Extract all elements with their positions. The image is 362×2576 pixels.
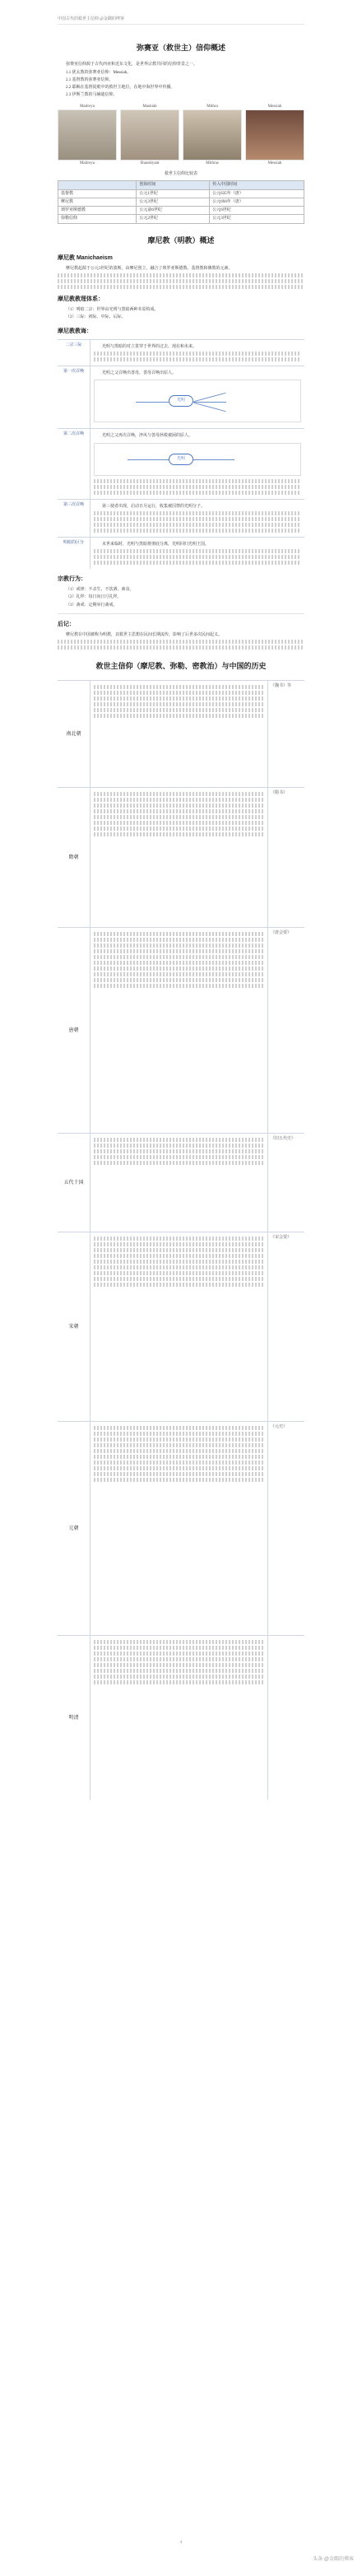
table-header-cell bbox=[58, 181, 137, 189]
dynasty-source: 《旧五代史》 bbox=[271, 1137, 296, 1142]
teaching-text: 光明与黑暗的对立贯穿于世界的过去、现在和未来。 bbox=[102, 344, 197, 349]
table-row bbox=[58, 198, 304, 206]
teaching-row bbox=[58, 366, 304, 428]
dynasty-events bbox=[90, 788, 268, 927]
compare-table bbox=[58, 180, 304, 223]
dynasty-source: 《魏书》等 bbox=[271, 684, 292, 689]
watermark: 头条 @金隅的博客 bbox=[313, 2557, 354, 2562]
image-cell bbox=[245, 104, 304, 167]
mindmap-branch bbox=[193, 402, 226, 403]
image-caption: Mashiah bbox=[142, 104, 157, 109]
dynasty-events bbox=[90, 1636, 268, 1800]
image-caption: Mithra bbox=[207, 104, 218, 109]
dynasty-events bbox=[90, 1134, 268, 1232]
page-number: 4 bbox=[179, 2541, 183, 2545]
dynasty-source: 《隋书》 bbox=[271, 791, 288, 796]
running-header: 中国古代的救世主信仰 @金隅的博客 bbox=[58, 16, 304, 25]
teaching-body bbox=[90, 500, 304, 537]
page-title: 弥赛亚（救世主）信仰概述 bbox=[136, 44, 225, 53]
dynasty-events bbox=[90, 1422, 268, 1635]
section-title: 救世主信仰（摩尼教、弥勒、密教治）与中国的历史 bbox=[95, 662, 267, 671]
mindmap-branch bbox=[193, 459, 234, 460]
teaching-body bbox=[90, 538, 304, 569]
dynasty-source: 《宋会要》 bbox=[271, 1236, 292, 1241]
section-heading: 宗教行为： bbox=[58, 576, 86, 583]
relief-image bbox=[120, 109, 179, 161]
image-subcaption: Shaoshyant bbox=[140, 161, 160, 165]
intro-paragraph: 2.3 伊斯兰教的马赫迪信仰。 bbox=[66, 93, 118, 98]
teaching-body bbox=[90, 429, 304, 498]
teaching-row bbox=[58, 499, 304, 537]
list-item: （2）礼拜：每日向日月礼拜。 bbox=[66, 595, 122, 600]
dynasty-source: 《元史》 bbox=[271, 1425, 288, 1430]
teaching-head: 第二次召唤 bbox=[58, 429, 90, 498]
dynasty-row bbox=[58, 1421, 304, 1635]
section-title: 摩尼教（明教）概述 bbox=[147, 235, 215, 245]
mindmap-branch bbox=[194, 403, 226, 412]
section-heading: 摩尼教 Manichaeism bbox=[58, 254, 113, 261]
table-row bbox=[58, 189, 304, 198]
table-cell: 公元694年（唐） bbox=[210, 198, 304, 206]
list-item: （1）戒律：不杀生、不饮酒、素食。 bbox=[66, 588, 134, 593]
body-paragraph: 摩尼教起源于公元3世纪的波斯，由摩尼创立，融合了琐罗亚斯德教、基督教和佛教的元素。 bbox=[66, 266, 233, 271]
image-cell bbox=[183, 104, 242, 167]
teaching-head: 第三次召唤 bbox=[58, 500, 90, 537]
image-cell bbox=[120, 104, 179, 167]
dynasty-name: 宋朝 bbox=[58, 1232, 90, 1421]
dynasty-name: 隋朝 bbox=[58, 788, 90, 927]
text-block bbox=[58, 273, 304, 289]
text-block bbox=[94, 549, 301, 565]
statue-image bbox=[58, 109, 117, 161]
teaching-text: 第三使者出现，启动日月运行，收集被囚禁的光明分子。 bbox=[102, 504, 206, 509]
image-caption: Maitreya bbox=[79, 104, 95, 109]
mindmap-center-node: 光明 bbox=[169, 454, 193, 465]
dynasty-row bbox=[58, 927, 304, 1133]
intro-paragraph: 弥赛亚信仰源于古代西亚和近东文化，是世界宗教共同的信仰背景之一。 bbox=[66, 63, 198, 68]
dynasty-source bbox=[268, 1636, 304, 1800]
table-cell: 公元3世纪 bbox=[137, 198, 210, 206]
teaching-head: 第一次召唤 bbox=[58, 366, 90, 428]
table-cell: 摩尼教 bbox=[58, 198, 137, 206]
teaching-row bbox=[58, 428, 304, 498]
relief-image bbox=[183, 109, 242, 161]
text-block bbox=[94, 479, 301, 495]
mindmap-center-node: 光明 bbox=[169, 395, 193, 407]
image-caption: Messiah bbox=[267, 104, 282, 109]
dynasty-source: 《唐会要》 bbox=[271, 931, 292, 936]
history-grid bbox=[58, 680, 304, 1800]
dynasty-row bbox=[58, 1232, 304, 1421]
teaching-text: 末世来临时，光明与黑暗将彻底分离，光明回归光明王国。 bbox=[102, 542, 210, 547]
teaching-text: 光明之父再次召唤，净风与善母拯救被困的原人。 bbox=[102, 434, 193, 439]
list-item: （1）明暗二宗：世界由光明与黑暗两种本原构成。 bbox=[66, 308, 159, 313]
table-cell: 公元1世纪 bbox=[137, 189, 210, 198]
teaching-row bbox=[58, 537, 304, 569]
text-block bbox=[94, 511, 301, 533]
image-subcaption: Messiah bbox=[267, 161, 282, 165]
teachings-grid bbox=[58, 339, 304, 569]
teaching-text: 光明之父召唤出善母，善母召唤出原人。 bbox=[102, 371, 177, 376]
savior-images-row bbox=[58, 104, 304, 167]
dynasty-events bbox=[90, 681, 268, 787]
teaching-row bbox=[58, 339, 304, 366]
mindmap-branch bbox=[136, 402, 169, 403]
section-heading: 摩尼教教诲： bbox=[58, 328, 92, 334]
table-row bbox=[58, 215, 304, 223]
table-cell: 公元前6世纪 bbox=[137, 207, 210, 215]
painting-image bbox=[245, 109, 304, 161]
image-subcaption: Maitreya bbox=[79, 161, 95, 165]
table-cell: 公元6世纪 bbox=[210, 207, 304, 215]
dynasty-name: 五代十国 bbox=[58, 1134, 90, 1232]
dynasty-row bbox=[58, 1635, 304, 1800]
mindmap-branch bbox=[194, 393, 226, 402]
table-cell: 公元3世纪 bbox=[210, 215, 304, 223]
dynasty-name: 唐朝 bbox=[58, 928, 90, 1133]
teaching-body bbox=[90, 340, 304, 366]
dynasty-row bbox=[58, 1133, 304, 1232]
teaching-body bbox=[90, 366, 304, 428]
text-block bbox=[94, 352, 301, 361]
table-header-cell: 创始时间 bbox=[137, 181, 210, 189]
dynasty-events bbox=[90, 1232, 268, 1421]
intro-section bbox=[58, 62, 304, 98]
image-cell bbox=[58, 104, 117, 167]
body-paragraph: 摩尼教在中国被称为明教，其救世主思想在民间长期流传，影响了后世多次民间起义。 bbox=[66, 633, 223, 638]
table-caption: 救世主信仰比较表 bbox=[164, 172, 197, 177]
dynasty-name: 元朝 bbox=[58, 1422, 90, 1635]
section-heading: 摩尼教教理体系： bbox=[58, 296, 104, 302]
table-cell: 基督教 bbox=[58, 189, 137, 198]
list-item: （2）三际：初际、中际、后际。 bbox=[66, 315, 126, 320]
dynasty-row bbox=[58, 787, 304, 927]
table-cell: 琐罗亚斯德教 bbox=[58, 207, 137, 215]
dynasty-name: 南北朝 bbox=[58, 681, 90, 787]
dynasty-row bbox=[58, 680, 304, 787]
dynasty-events bbox=[90, 928, 268, 1133]
mindmap-branch bbox=[128, 459, 169, 460]
table-cell: 公元635年（唐） bbox=[210, 189, 304, 198]
list-item: （3）斋戒：定期举行斋戒。 bbox=[66, 603, 118, 608]
mindmap-diagram bbox=[94, 380, 301, 422]
table-row bbox=[58, 207, 304, 215]
intro-paragraph: 2.2 耶稣在基督徒眼中的救世主地位，在地中海世界中传播。 bbox=[66, 86, 175, 91]
section-heading: 后记： bbox=[58, 621, 75, 627]
mindmap-diagram bbox=[94, 443, 301, 476]
teaching-head: 二宗三际 bbox=[58, 340, 90, 366]
table-cell: 公元2世纪 bbox=[137, 215, 210, 223]
text-block bbox=[58, 640, 304, 650]
divider bbox=[58, 613, 304, 614]
table-cell: 弥勒信仰 bbox=[58, 215, 137, 223]
table-header-cell: 传入中国时间 bbox=[210, 181, 304, 189]
intro-paragraph: 1.1 犹太教的弥赛亚信仰：Messiah。 bbox=[66, 70, 132, 75]
intro-paragraph: 2.1 基督教的弥赛亚信仰。 bbox=[66, 77, 114, 82]
dynasty-name: 明清 bbox=[58, 1636, 90, 1800]
image-subcaption: Mithras bbox=[206, 161, 219, 165]
teaching-head: 明暗的区分 bbox=[58, 538, 90, 569]
